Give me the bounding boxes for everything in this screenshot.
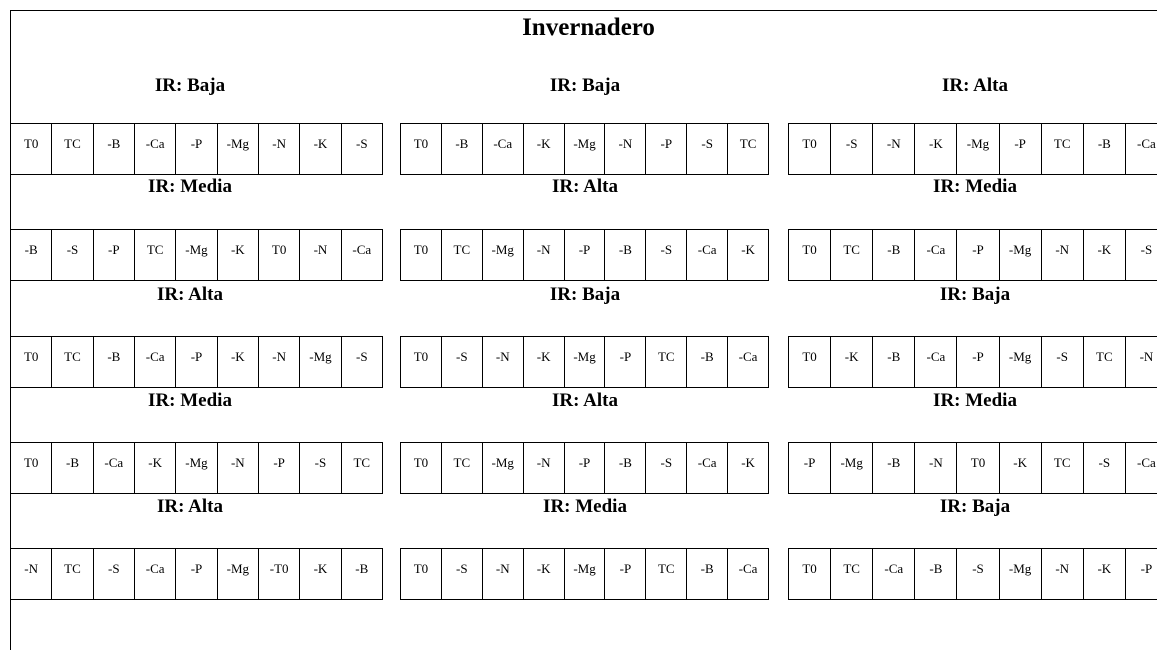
plot-cell: -B	[687, 549, 728, 599]
plot-cell: T0	[11, 443, 52, 493]
plot-row	[400, 336, 769, 388]
plot-cell: -S	[442, 549, 483, 599]
plot-cell: TC	[52, 549, 93, 599]
plot-cell: -P	[957, 337, 999, 387]
ir-label: IR: Alta	[552, 390, 618, 411]
plot-cell: -B	[11, 230, 52, 280]
plot-cell: -Ca	[483, 124, 524, 174]
plot-cell: -Mg	[565, 337, 606, 387]
ir-label: IR: Alta	[157, 496, 223, 517]
plot-cell: TC	[1042, 124, 1084, 174]
ir-label: IR: Alta	[942, 75, 1008, 96]
plot-cell: -B	[1084, 124, 1126, 174]
plot-cell: -N	[1139, 349, 1154, 364]
plot-cell: -P	[957, 230, 999, 280]
ir-label: IR: Media	[933, 390, 1017, 411]
plot-row	[788, 548, 1157, 600]
plot-cell: -Ca	[687, 230, 728, 280]
plot-cell: TC	[1084, 337, 1126, 387]
plot-cell: -Ca	[1137, 136, 1156, 151]
plot-cell: -Mg	[176, 443, 217, 493]
plot-cell: -S	[356, 349, 368, 364]
plot-cell: -Mg	[565, 124, 606, 174]
plot-row	[10, 123, 383, 175]
plot-cell: -Mg	[218, 549, 259, 599]
page-title: Invernadero	[522, 14, 655, 41]
plot-cell: TC	[831, 549, 873, 599]
plot-cell: -P	[605, 549, 646, 599]
plot-cell: -S	[300, 443, 341, 493]
plot-cell: -P	[94, 230, 135, 280]
plot-row	[10, 229, 383, 281]
plot-cell: -P	[176, 124, 217, 174]
plot-cell: -N	[259, 337, 300, 387]
plot-cell: T0	[11, 337, 52, 387]
plot-cell: -Ca	[135, 124, 176, 174]
plot-cell: -S	[94, 549, 135, 599]
plot-cell: -K	[741, 455, 755, 470]
plot-cell: -K	[135, 443, 176, 493]
plot-cell: -Ca	[738, 349, 758, 364]
plot-cell: -Mg	[1000, 337, 1042, 387]
plot-cell: -B	[687, 337, 728, 387]
plot-cell: -B	[915, 549, 957, 599]
plot-cell: -K	[300, 549, 341, 599]
plot-cell: -P	[605, 337, 646, 387]
plot-cell: -S	[646, 443, 687, 493]
plot-row	[10, 442, 383, 494]
plot-cell: -Ca	[1137, 455, 1156, 470]
plot-cell: -N	[524, 443, 565, 493]
plot-cell: -Ca	[94, 443, 135, 493]
plot-row	[400, 548, 769, 600]
ir-label: IR: Media	[933, 176, 1017, 197]
plot-cell: -K	[218, 230, 259, 280]
plot-cell: -B	[605, 443, 646, 493]
plot-cell: -Mg	[1000, 549, 1042, 599]
plot-cell: -K	[915, 124, 957, 174]
plot-row	[788, 123, 1157, 175]
ir-label: IR: Baja	[939, 496, 1011, 517]
plot-cell: -S	[687, 124, 728, 174]
plot-cell: -K	[1084, 230, 1126, 280]
plot-cell: -N	[218, 443, 259, 493]
plot-cell: -Mg	[300, 337, 341, 387]
plot-cell: -N	[483, 337, 524, 387]
plot-cell: -P	[789, 443, 831, 493]
plot-cell: TC	[442, 230, 483, 280]
plot-row	[400, 123, 769, 175]
plot-cell: -B	[442, 124, 483, 174]
plot-cell: -Ca	[873, 549, 915, 599]
plot-row	[10, 548, 383, 600]
ir-label: IR: Baja	[549, 75, 621, 96]
plot-cell: -S	[442, 337, 483, 387]
plot-cell: -B	[873, 443, 915, 493]
plot-cell: -Mg	[176, 230, 217, 280]
plot-cell: -P	[646, 124, 687, 174]
plot-cell: -P	[565, 443, 606, 493]
plot-cell: -B	[873, 230, 915, 280]
plot-cell: -K	[218, 337, 259, 387]
plot-cell: T0	[789, 337, 831, 387]
plot-cell: -N	[300, 230, 341, 280]
plot-cell: -N	[915, 443, 957, 493]
ir-label: IR: Media	[148, 390, 232, 411]
plot-cell: -Ca	[352, 242, 372, 257]
plot-cell: -Ca	[135, 549, 176, 599]
plot-cell: -Mg	[957, 124, 999, 174]
plot-cell: -N	[1042, 230, 1084, 280]
ir-label: IR: Media	[148, 176, 232, 197]
plot-cell: -B	[94, 337, 135, 387]
plot-cell: -N	[873, 124, 915, 174]
plot-cell: T0	[789, 124, 831, 174]
plot-cell: -S	[356, 136, 368, 151]
ir-label: IR: Baja	[939, 284, 1011, 305]
plot-cell: T0	[259, 230, 300, 280]
plot-cell: -Ca	[915, 337, 957, 387]
plot-cell: -Ca	[738, 561, 758, 576]
plot-cell: -K	[741, 242, 755, 257]
plot-cell: -K	[1084, 549, 1126, 599]
plot-cell: T0	[401, 549, 442, 599]
plot-cell: -Ca	[915, 230, 957, 280]
plot-cell: -Mg	[483, 443, 524, 493]
plot-cell: T0	[11, 124, 52, 174]
plot-cell: T0	[789, 549, 831, 599]
ir-label: IR: Baja	[154, 75, 226, 96]
plot-cell: TC	[353, 455, 371, 470]
plot-cell: T0	[401, 230, 442, 280]
plot-cell: -S	[1042, 337, 1084, 387]
plot-cell: TC	[52, 124, 93, 174]
plot-cell: -K	[524, 337, 565, 387]
plot-cell: T0	[401, 337, 442, 387]
plot-cell: -S	[957, 549, 999, 599]
plot-cell: -N	[524, 230, 565, 280]
plot-cell: -Mg	[1000, 230, 1042, 280]
plot-row	[788, 229, 1157, 281]
plot-cell: T0	[401, 443, 442, 493]
plot-cell: -T0	[259, 549, 300, 599]
plot-cell: T0	[789, 230, 831, 280]
plot-cell: -S	[646, 230, 687, 280]
ir-label: IR: Baja	[549, 284, 621, 305]
plot-row	[10, 336, 383, 388]
plot-cell: -Mg	[483, 230, 524, 280]
plot-cell: -Mg	[831, 443, 873, 493]
plot-cell: -K	[524, 549, 565, 599]
plot-cell: -S	[52, 230, 93, 280]
plot-cell: -P	[1000, 124, 1042, 174]
plot-cell: -B	[52, 443, 93, 493]
plot-row	[788, 442, 1157, 494]
plot-cell: -K	[300, 124, 341, 174]
plot-row	[788, 336, 1157, 388]
ir-label: IR: Media	[543, 496, 627, 517]
plot-cell: T0	[957, 443, 999, 493]
plot-cell: TC	[135, 230, 176, 280]
plot-cell: TC	[442, 443, 483, 493]
plot-cell: -N	[1042, 549, 1084, 599]
plot-cell: TC	[831, 230, 873, 280]
plot-cell: TC	[1042, 443, 1084, 493]
ir-label: IR: Alta	[552, 176, 618, 197]
plot-cell: -P	[565, 230, 606, 280]
plot-cell: -P	[1140, 561, 1153, 576]
plot-cell: -P	[176, 337, 217, 387]
plot-cell: TC	[646, 337, 687, 387]
plot-cell: -N	[605, 124, 646, 174]
plot-cell: -Ca	[687, 443, 728, 493]
plot-cell: -B	[355, 561, 369, 576]
plot-cell: -S	[1140, 242, 1153, 257]
plot-cell: -B	[94, 124, 135, 174]
plot-row	[400, 229, 769, 281]
plot-cell: TC	[739, 136, 757, 151]
plot-cell: -K	[1000, 443, 1042, 493]
plot-cell: TC	[646, 549, 687, 599]
plot-cell: -N	[259, 124, 300, 174]
plot-cell: T0	[401, 124, 442, 174]
plot-cell: -Mg	[218, 124, 259, 174]
plot-cell: -Mg	[565, 549, 606, 599]
ir-label: IR: Alta	[157, 284, 223, 305]
plot-cell: -P	[259, 443, 300, 493]
plot-cell: -S	[831, 124, 873, 174]
plot-cell: -Ca	[135, 337, 176, 387]
plot-cell: -K	[831, 337, 873, 387]
plot-cell: TC	[52, 337, 93, 387]
plot-cell: -B	[605, 230, 646, 280]
plot-cell: -N	[483, 549, 524, 599]
plot-cell: -P	[176, 549, 217, 599]
plot-cell: -N	[11, 549, 52, 599]
plot-row	[400, 442, 769, 494]
plot-cell: -S	[1084, 443, 1126, 493]
plot-cell: -K	[524, 124, 565, 174]
plot-cell: -B	[873, 337, 915, 387]
